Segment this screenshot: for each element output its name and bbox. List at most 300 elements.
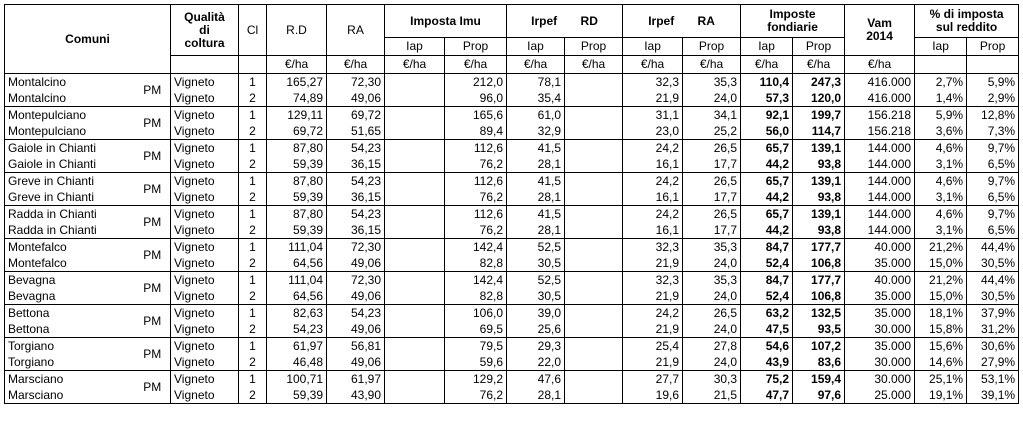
cell-cl: 2 <box>239 123 267 140</box>
cell-comune: Gaiole in Chianti <box>5 156 135 173</box>
header-perc-imposta: % di imposta sul reddito <box>915 5 1019 38</box>
cell-fond-iap: 43,9 <box>741 354 793 371</box>
cell-fond-iap: 84,7 <box>741 239 793 256</box>
cell-cl: 2 <box>239 354 267 371</box>
cell-ra-prop: 35,3 <box>683 74 741 91</box>
cell-group-tag: PM <box>135 371 171 404</box>
cell-fond-prop: 106,8 <box>793 288 845 305</box>
unit-fond-prop: €/ha <box>793 56 845 74</box>
cell-rd: 111,04 <box>267 272 327 289</box>
cell-fond-iap: 44,2 <box>741 156 793 173</box>
table-row <box>5 272 1019 289</box>
cell-imu-prop: 106,0 <box>445 305 507 322</box>
cell-ra-iap: 32,3 <box>623 272 683 289</box>
cell-ra: 54,23 <box>327 173 385 190</box>
cell-pct-prop: 30,6% <box>967 338 1019 355</box>
cell-rd-prop <box>565 140 623 157</box>
cell-comune: Radda in Chianti <box>5 206 135 223</box>
cell-imu-prop: 142,4 <box>445 272 507 289</box>
cell-vam: 40.000 <box>845 239 915 256</box>
cell-cl: 2 <box>239 255 267 272</box>
cell-ra-iap: 16,1 <box>623 222 683 239</box>
cell-rd: 64,56 <box>267 255 327 272</box>
cell-rd: 165,27 <box>267 74 327 91</box>
cell-rd: 59,39 <box>267 156 327 173</box>
cell-pct-iap: 25,1% <box>915 371 967 388</box>
cell-vam: 40.000 <box>845 272 915 289</box>
cell-cl: 1 <box>239 272 267 289</box>
cell-imu-iap <box>385 387 445 404</box>
cell-fond-prop: 139,1 <box>793 140 845 157</box>
cell-ra-iap: 32,3 <box>623 239 683 256</box>
cell-ra-prop: 21,5 <box>683 387 741 404</box>
cell-comune: Marsciano <box>5 387 135 404</box>
cell-pct-iap: 2,7% <box>915 74 967 91</box>
header-irpef-rd: Irpef RD <box>507 5 623 38</box>
cell-imu-iap <box>385 354 445 371</box>
cell-cl: 1 <box>239 338 267 355</box>
cell-fond-iap: 92,1 <box>741 107 793 124</box>
cell-comune: Greve in Chianti <box>5 173 135 190</box>
unit-ra-iap: €/ha <box>623 56 683 74</box>
cell-group-tag: PM <box>135 206 171 239</box>
cell-fond-iap: 110,4 <box>741 74 793 91</box>
cell-imu-prop: 76,2 <box>445 222 507 239</box>
cell-comune: Radda in Chianti <box>5 222 135 239</box>
cell-imu-prop: 112,6 <box>445 206 507 223</box>
cell-pct-iap: 21,2% <box>915 239 967 256</box>
cell-fond-iap: 75,2 <box>741 371 793 388</box>
cell-fond-prop: 177,7 <box>793 239 845 256</box>
cell-coltura: Vigneto <box>171 206 239 223</box>
cell-comune: Greve in Chianti <box>5 189 135 206</box>
cell-pct-iap: 4,6% <box>915 173 967 190</box>
cell-ra: 43,90 <box>327 387 385 404</box>
cell-vam: 35.000 <box>845 288 915 305</box>
cell-pct-prop: 9,7% <box>967 206 1019 223</box>
cell-ra: 51,65 <box>327 123 385 140</box>
cell-fond-prop: 247,3 <box>793 74 845 91</box>
cell-ra-prop: 34,1 <box>683 107 741 124</box>
tax-table <box>4 4 1019 404</box>
cell-ra-prop: 25,2 <box>683 123 741 140</box>
cell-comune: Montepulciano <box>5 107 135 124</box>
cell-vam: 30.000 <box>845 371 915 388</box>
cell-fond-prop: 107,2 <box>793 338 845 355</box>
header-imposte-fondiarie: Imposte fondiarie <box>741 5 845 38</box>
cell-pct-prop: 7,3% <box>967 123 1019 140</box>
cell-ra-iap: 31,1 <box>623 107 683 124</box>
cell-group-tag: PM <box>135 272 171 305</box>
cell-rd-iap: 28,1 <box>507 189 565 206</box>
header-vam: Vam 2014 <box>845 5 915 56</box>
unit-imu-prop: €/ha <box>445 56 507 74</box>
table-row <box>5 305 1019 322</box>
cell-coltura: Vigneto <box>171 338 239 355</box>
cell-coltura: Vigneto <box>171 156 239 173</box>
cell-imu-iap <box>385 305 445 322</box>
cell-pct-prop: 30,5% <box>967 255 1019 272</box>
cell-comune: Torgiano <box>5 354 135 371</box>
unit-ra-prop: €/ha <box>683 56 741 74</box>
cell-ra-iap: 25,4 <box>623 338 683 355</box>
cell-rd-iap: 22,0 <box>507 354 565 371</box>
subheader-pct-iap: Iap <box>915 38 967 56</box>
cell-ra-iap: 21,9 <box>623 288 683 305</box>
cell-pct-iap: 15,6% <box>915 338 967 355</box>
cell-ra: 72,30 <box>327 272 385 289</box>
cell-imu-prop: 142,4 <box>445 239 507 256</box>
cell-imu-iap <box>385 140 445 157</box>
cell-vam: 144.000 <box>845 156 915 173</box>
cell-vam: 30.000 <box>845 354 915 371</box>
cell-cl: 1 <box>239 74 267 91</box>
cell-group-tag: PM <box>135 338 171 371</box>
unit-pct-iap <box>915 56 967 74</box>
cell-rd-iap: 41,5 <box>507 140 565 157</box>
cell-imu-iap <box>385 156 445 173</box>
cell-coltura: Vigneto <box>171 272 239 289</box>
cell-fond-iap: 84,7 <box>741 272 793 289</box>
cell-imu-prop: 82,8 <box>445 288 507 305</box>
cell-ra-iap: 27,7 <box>623 371 683 388</box>
cell-ra: 54,23 <box>327 140 385 157</box>
cell-rd: 59,39 <box>267 387 327 404</box>
cell-rd-prop <box>565 156 623 173</box>
cell-imu-prop: 112,6 <box>445 140 507 157</box>
cell-coltura: Vigneto <box>171 90 239 107</box>
cell-rd-prop <box>565 305 623 322</box>
cell-rd: 87,80 <box>267 173 327 190</box>
cell-rd-prop <box>565 387 623 404</box>
cell-coltura: Vigneto <box>171 371 239 388</box>
cell-imu-prop: 129,2 <box>445 371 507 388</box>
cell-ra-prop: 24,0 <box>683 354 741 371</box>
subheader-fond-iap: Iap <box>741 38 793 56</box>
cell-ra-iap: 19,6 <box>623 387 683 404</box>
cell-rd-iap: 78,1 <box>507 74 565 91</box>
cell-fond-prop: 93,8 <box>793 156 845 173</box>
cell-pct-iap: 15,0% <box>915 255 967 272</box>
cell-ra-iap: 21,9 <box>623 321 683 338</box>
cell-imu-prop: 69,5 <box>445 321 507 338</box>
cell-comune: Gaiole in Chianti <box>5 140 135 157</box>
cell-fond-prop: 97,6 <box>793 387 845 404</box>
cell-rd-prop <box>565 371 623 388</box>
cell-vam: 144.000 <box>845 189 915 206</box>
cell-fond-iap: 47,7 <box>741 387 793 404</box>
cell-pct-iap: 3,1% <box>915 189 967 206</box>
cell-pct-iap: 21,2% <box>915 272 967 289</box>
cell-pct-prop: 27,9% <box>967 354 1019 371</box>
cell-fond-prop: 114,7 <box>793 123 845 140</box>
cell-imu-prop: 112,6 <box>445 173 507 190</box>
subheader-ra-prop: Prop <box>683 38 741 56</box>
cell-ra-prop: 26,5 <box>683 305 741 322</box>
cell-ra-prop: 26,5 <box>683 206 741 223</box>
cell-coltura: Vigneto <box>171 305 239 322</box>
cell-rd-prop <box>565 107 623 124</box>
cell-rd: 61,97 <box>267 338 327 355</box>
cell-rd-iap: 30,5 <box>507 288 565 305</box>
header-rd: R.D <box>267 5 327 56</box>
cell-coltura: Vigneto <box>171 321 239 338</box>
cell-group-tag: PM <box>135 239 171 272</box>
cell-rd-prop <box>565 74 623 91</box>
cell-ra-iap: 21,9 <box>623 255 683 272</box>
cell-coltura: Vigneto <box>171 74 239 91</box>
cell-imu-iap <box>385 74 445 91</box>
cell-vam: 35.000 <box>845 255 915 272</box>
cell-ra: 49,06 <box>327 321 385 338</box>
cell-rd-prop <box>565 189 623 206</box>
cell-imu-iap <box>385 321 445 338</box>
cell-imu-iap <box>385 107 445 124</box>
cell-coltura: Vigneto <box>171 222 239 239</box>
unit-imu-iap: €/ha <box>385 56 445 74</box>
cell-pct-prop: 6,5% <box>967 189 1019 206</box>
cell-cl: 1 <box>239 371 267 388</box>
cell-vam: 25.000 <box>845 387 915 404</box>
cell-coltura: Vigneto <box>171 140 239 157</box>
cell-coltura: Vigneto <box>171 387 239 404</box>
table-row <box>5 206 1019 223</box>
cell-rd: 87,80 <box>267 206 327 223</box>
cell-pct-iap: 19,1% <box>915 387 967 404</box>
cell-imu-iap <box>385 272 445 289</box>
cell-comune: Bevagna <box>5 288 135 305</box>
cell-rd-iap: 35,4 <box>507 90 565 107</box>
cell-rd: 82,63 <box>267 305 327 322</box>
cell-rd-iap: 28,1 <box>507 222 565 239</box>
cell-comune: Montefalco <box>5 255 135 272</box>
cell-coltura: Vigneto <box>171 107 239 124</box>
cell-coltura: Vigneto <box>171 255 239 272</box>
cell-rd-prop <box>565 338 623 355</box>
cell-imu-iap <box>385 371 445 388</box>
cell-ra: 49,06 <box>327 288 385 305</box>
cell-fond-iap: 52,4 <box>741 288 793 305</box>
cell-cl: 1 <box>239 107 267 124</box>
cell-ra-prop: 30,3 <box>683 371 741 388</box>
cell-rd-iap: 39,0 <box>507 305 565 322</box>
cell-ra-prop: 17,7 <box>683 189 741 206</box>
cell-fond-prop: 106,8 <box>793 255 845 272</box>
cell-ra-iap: 23,0 <box>623 123 683 140</box>
cell-pct-prop: 31,2% <box>967 321 1019 338</box>
cell-fond-prop: 177,7 <box>793 272 845 289</box>
cell-pct-prop: 9,7% <box>967 173 1019 190</box>
cell-vam: 35.000 <box>845 338 915 355</box>
cell-ra: 69,72 <box>327 107 385 124</box>
header-cl: Cl <box>239 5 267 56</box>
cell-rd-prop <box>565 239 623 256</box>
cell-imu-prop: 76,2 <box>445 189 507 206</box>
cell-fond-iap: 44,2 <box>741 189 793 206</box>
cell-cl: 1 <box>239 305 267 322</box>
cell-comune: Montalcino <box>5 90 135 107</box>
cell-fond-iap: 65,7 <box>741 206 793 223</box>
cell-vam: 416.000 <box>845 90 915 107</box>
cell-imu-iap <box>385 123 445 140</box>
cell-fond-iap: 56,0 <box>741 123 793 140</box>
cell-imu-iap <box>385 189 445 206</box>
cell-coltura: Vigneto <box>171 288 239 305</box>
cell-coltura: Vigneto <box>171 239 239 256</box>
cell-fond-prop: 83,6 <box>793 354 845 371</box>
cell-ra-iap: 24,2 <box>623 206 683 223</box>
cell-rd-prop <box>565 255 623 272</box>
cell-group-tag: PM <box>135 173 171 206</box>
cell-fond-iap: 44,2 <box>741 222 793 239</box>
cell-ra-prop: 24,0 <box>683 255 741 272</box>
cell-fond-prop: 139,1 <box>793 173 845 190</box>
cell-pct-iap: 1,4% <box>915 90 967 107</box>
cell-imu-iap <box>385 206 445 223</box>
cell-vam: 144.000 <box>845 206 915 223</box>
unit-fond-iap: €/ha <box>741 56 793 74</box>
cell-imu-iap <box>385 255 445 272</box>
cell-ra: 49,06 <box>327 255 385 272</box>
table-row <box>5 239 1019 256</box>
cell-rd: 46,48 <box>267 354 327 371</box>
unit-cl <box>239 56 267 74</box>
cell-pct-iap: 3,1% <box>915 222 967 239</box>
cell-fond-iap: 65,7 <box>741 173 793 190</box>
cell-ra-prop: 26,5 <box>683 173 741 190</box>
header-comuni: Comuni <box>5 5 171 74</box>
cell-rd-iap: 28,1 <box>507 156 565 173</box>
cell-pct-iap: 4,6% <box>915 206 967 223</box>
cell-comune: Montepulciano <box>5 123 135 140</box>
subheader-fond-prop: Prop <box>793 38 845 56</box>
cell-rd-iap: 52,5 <box>507 272 565 289</box>
cell-pct-prop: 9,7% <box>967 140 1019 157</box>
subheader-rd-prop: Prop <box>565 38 623 56</box>
cell-rd: 59,39 <box>267 189 327 206</box>
table-body <box>5 74 1019 404</box>
cell-coltura: Vigneto <box>171 173 239 190</box>
cell-coltura: Vigneto <box>171 123 239 140</box>
cell-ra-iap: 21,9 <box>623 354 683 371</box>
cell-comune: Bevagna <box>5 272 135 289</box>
cell-fond-prop: 120,0 <box>793 90 845 107</box>
table-row <box>5 74 1019 91</box>
cell-fond-iap: 63,2 <box>741 305 793 322</box>
cell-ra: 61,97 <box>327 371 385 388</box>
cell-pct-prop: 30,5% <box>967 288 1019 305</box>
cell-ra-iap: 24,2 <box>623 305 683 322</box>
cell-cl: 2 <box>239 288 267 305</box>
cell-rd-iap: 28,1 <box>507 387 565 404</box>
cell-ra-prop: 35,3 <box>683 272 741 289</box>
cell-imu-iap <box>385 173 445 190</box>
cell-rd-iap: 61,0 <box>507 107 565 124</box>
cell-rd: 54,23 <box>267 321 327 338</box>
cell-cl: 1 <box>239 173 267 190</box>
cell-pct-iap: 15,0% <box>915 288 967 305</box>
cell-ra: 36,15 <box>327 189 385 206</box>
cell-imu-iap <box>385 239 445 256</box>
cell-ra-iap: 16,1 <box>623 189 683 206</box>
cell-pct-prop: 6,5% <box>967 222 1019 239</box>
subheader-imu-iap: Iap <box>385 38 445 56</box>
cell-imu-iap <box>385 288 445 305</box>
cell-rd: 59,39 <box>267 222 327 239</box>
cell-rd: 64,56 <box>267 288 327 305</box>
cell-imu-iap <box>385 338 445 355</box>
cell-ra-prop: 24,0 <box>683 288 741 305</box>
cell-ra-prop: 27,8 <box>683 338 741 355</box>
cell-fond-iap: 65,7 <box>741 140 793 157</box>
cell-rd: 129,11 <box>267 107 327 124</box>
cell-pct-iap: 4,6% <box>915 140 967 157</box>
cell-pct-iap: 18,1% <box>915 305 967 322</box>
cell-cl: 2 <box>239 189 267 206</box>
cell-fond-prop: 199,7 <box>793 107 845 124</box>
cell-pct-iap: 3,6% <box>915 123 967 140</box>
cell-pct-prop: 44,4% <box>967 239 1019 256</box>
cell-imu-iap <box>385 222 445 239</box>
cell-cl: 1 <box>239 140 267 157</box>
cell-fond-prop: 93,5 <box>793 321 845 338</box>
cell-imu-prop: 76,2 <box>445 387 507 404</box>
cell-rd-prop <box>565 354 623 371</box>
cell-pct-iap: 14,6% <box>915 354 967 371</box>
cell-ra-prop: 17,7 <box>683 156 741 173</box>
cell-rd-iap: 52,5 <box>507 239 565 256</box>
cell-vam: 416.000 <box>845 74 915 91</box>
cell-vam: 30.000 <box>845 321 915 338</box>
cell-fond-prop: 93,8 <box>793 189 845 206</box>
unit-rd-iap: €/ha <box>507 56 565 74</box>
cell-ra-prop: 24,0 <box>683 321 741 338</box>
cell-imu-prop: 212,0 <box>445 74 507 91</box>
cell-rd-iap: 41,5 <box>507 206 565 223</box>
cell-rd-prop <box>565 272 623 289</box>
cell-comune: Montefalco <box>5 239 135 256</box>
cell-rd-prop <box>565 321 623 338</box>
unit-rd: €/ha <box>267 56 327 74</box>
cell-imu-prop: 96,0 <box>445 90 507 107</box>
table-row <box>5 338 1019 355</box>
cell-cl: 2 <box>239 321 267 338</box>
cell-pct-prop: 2,9% <box>967 90 1019 107</box>
cell-comune: Montalcino <box>5 74 135 91</box>
table-header <box>5 5 1019 74</box>
cell-ra-prop: 17,7 <box>683 222 741 239</box>
cell-coltura: Vigneto <box>171 354 239 371</box>
cell-comune: Torgiano <box>5 338 135 355</box>
cell-pct-prop: 6,5% <box>967 156 1019 173</box>
table-row <box>5 371 1019 388</box>
cell-rd-iap: 29,3 <box>507 338 565 355</box>
cell-fond-iap: 52,4 <box>741 255 793 272</box>
cell-rd-prop <box>565 123 623 140</box>
cell-fond-prop: 132,5 <box>793 305 845 322</box>
header-imposta-imu: Imposta Imu <box>385 5 507 38</box>
cell-fond-prop: 159,4 <box>793 371 845 388</box>
cell-cl: 1 <box>239 239 267 256</box>
cell-ra-prop: 35,3 <box>683 239 741 256</box>
cell-pct-prop: 5,9% <box>967 74 1019 91</box>
cell-rd-prop <box>565 222 623 239</box>
subheader-pct-prop: Prop <box>967 38 1019 56</box>
cell-group-tag: PM <box>135 305 171 338</box>
cell-ra-prop: 26,5 <box>683 140 741 157</box>
unit-pct-prop <box>967 56 1019 74</box>
cell-pct-prop: 39,1% <box>967 387 1019 404</box>
